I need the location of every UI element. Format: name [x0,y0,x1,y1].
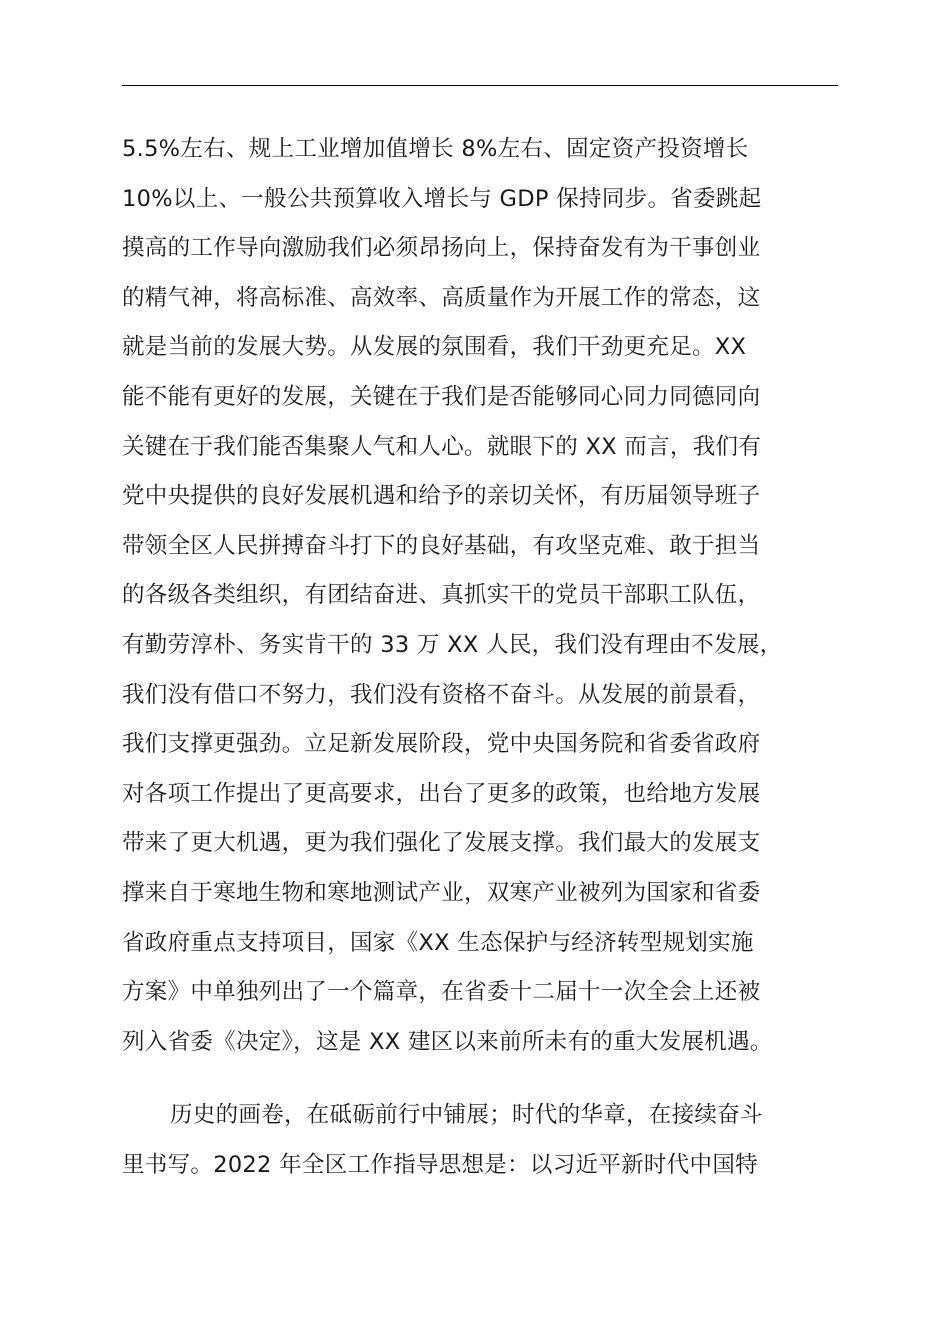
text-line: 我们没有借口不努力，我们没有资格不奋斗。从发展的前景看， [122,681,761,708]
text-line: 对各项工作提出了更高要求，出台了更多的政策，也给地方发展 [122,780,761,807]
text-line: 党中央提供的良好发展机遇和给予的亲切关怀，有历届领导班子 [122,483,761,510]
document-body [122,125,862,1190]
text-line: 有勤劳淳朴、务实肯干的 33 万 XX 人民，我们没有理由不发展， [122,631,783,658]
text-line: 关键在于我们能否集聚人气和人心。就眼下的 XX 而言，我们有 [122,433,762,460]
text-line: 里书写。2022 年全区工作指导思想是：以习近平新时代中国特 [122,1151,758,1178]
text-line: 摸高的工作导向激励我们必须昂扬向上，保持奋发有为干事创业 [122,235,761,262]
text-line: 方案》中单独列出了一个篇章，在省委十二届十一次全会上还被 [122,979,761,1006]
paragraph [122,125,862,1067]
paragraph [122,1091,862,1190]
paragraph-spacing [122,1067,862,1091]
text-line: 就是当前的发展大势。从发展的氛围看，我们干劲更充足。XX [122,334,747,361]
text-line: 省政府重点支持项目，国家《XX 生态保护与经济转型规划实施 [122,929,754,956]
text-line: 能不能有更好的发展，关键在于我们是否能够同心同力同德同向 [122,383,761,410]
text-line: 带领全区人民拼搏奋斗打下的良好基础，有攻坚克难、敢于担当 [122,532,761,559]
text-line: 5.5%左右、规上工业增加值增长 8%左右、固定资产投资增长 [122,136,749,162]
header-rule [122,85,838,86]
text-line: 历史的画卷，在砥砺前行中铺展；时代的华章，在接续奋斗 [170,1102,763,1129]
text-line: 我们支撑更强劲。立足新发展阶段，党中央国务院和省委省政府 [122,731,761,758]
text-line: 10%以上、一般公共预算收入增长与 GDP 保持同步。省委跳起 [122,185,762,212]
text-line: 的各级各类组织，有团结奋进、真抓实干的党员干部职工队伍， [122,582,761,609]
text-line: 的精气神，将高标准、高效率、高质量作为开展工作的常态，这 [122,284,761,311]
text-line: 列入省委《决定》，这是 XX 建区以来前所未有的重大发展机遇。 [122,1028,773,1055]
text-line: 撑来自于寒地生物和寒地测试产业，双寒产业被列为国家和省委 [122,879,761,906]
text-line: 带来了更大机遇，更为我们强化了发展支撑。我们最大的发展支 [122,830,761,857]
